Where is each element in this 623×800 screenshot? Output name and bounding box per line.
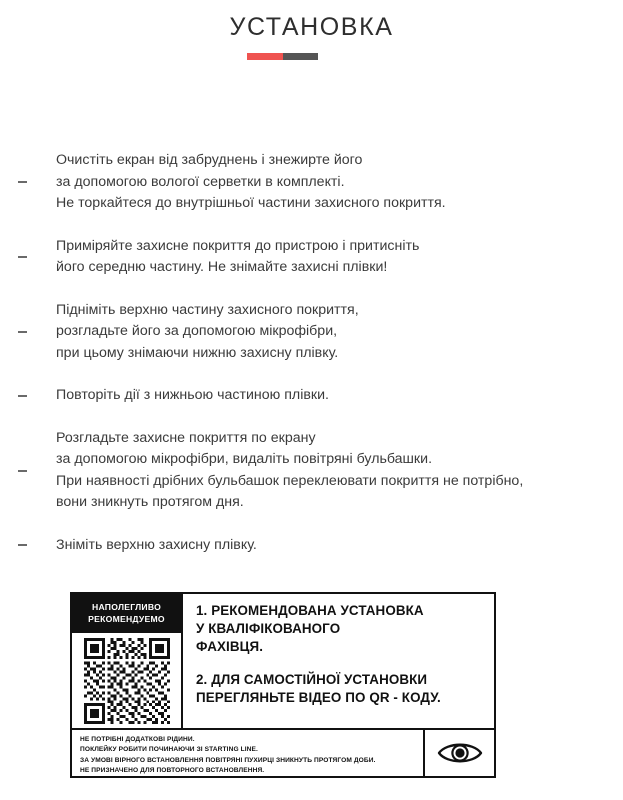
step-text-line: Повторіть дії з нижньою частиною плівки. xyxy=(56,387,329,403)
step-text-line: при цьому знімаючи нижню захисну плівку. xyxy=(56,344,339,361)
instruction-step xyxy=(0,300,623,365)
fineprint-line: ПОКЛЕЙКУ РОБИТИ ПОЧИНАЮЧИ ЗІ STARTING LINE. xyxy=(80,746,258,754)
instruction-step xyxy=(0,150,623,215)
step-text-line: Приміряйте захисне покриття до пристрою і притисніть xyxy=(56,237,420,254)
strongly-recommend-badge xyxy=(72,594,181,633)
badge-line-2: РЕКОМЕНДУЕМО xyxy=(88,614,165,624)
card-right-column xyxy=(183,594,494,728)
step-text-line: Розгладьте захисне покриття по екрану xyxy=(56,429,316,446)
step-text-line: за допомогою мікрофібри, видаліть повітряні бульбашки. xyxy=(56,451,433,467)
card-item-line: 2. ДЛЯ САМОСТІЙНОЇ УСТАНОВКИ xyxy=(196,672,428,687)
page-title: УСТАНОВКА xyxy=(229,13,394,41)
step-text-block xyxy=(56,535,261,557)
instruction-step xyxy=(0,535,623,557)
step-text-block xyxy=(56,385,333,407)
step-text-block xyxy=(56,236,423,279)
card-item-line: У КВАЛІФІКОВАНОГО xyxy=(196,621,341,636)
step-bullet-dash xyxy=(18,181,27,183)
card-left-column xyxy=(72,594,183,728)
step-text-line: вони зникнуть протягом дня. xyxy=(56,494,244,510)
card-item-line: ФАХІВЦЯ. xyxy=(196,639,264,654)
instruction-step xyxy=(0,428,623,514)
step-bullet-dash xyxy=(18,544,27,546)
fineprint-block xyxy=(72,730,423,776)
step-text-line: При наявності дрібних бульбашок переклеювати покриття не потрібно, xyxy=(56,472,524,489)
step-text-line: його середню частину. Не знімайте захисні плівки! xyxy=(56,259,388,275)
card-numbered-item xyxy=(196,602,494,656)
qr-code[interactable] xyxy=(72,633,181,728)
step-text-line: Підніміть верхню частину захисного покриття, xyxy=(56,301,359,318)
step-bullet-dash xyxy=(18,331,27,333)
fineprint-line: НЕ ПРИЗНАЧЕНО ДЛЯ ПОВТОРНОГО ВСТАНОВЛЕННЯ. xyxy=(80,766,265,774)
step-bullet-dash xyxy=(18,256,27,258)
fineprint-line: ЗА УМОВІ ВІРНОГО ВСТАНОВЛЕННЯ ПОВІТРЯНІ ПУХИРЦІ ЗНИКНУТЬ ПРОТЯГОМ ДОБИ. xyxy=(80,756,376,764)
step-text-block xyxy=(56,428,527,514)
card-top-section xyxy=(72,594,494,730)
recommendation-card xyxy=(70,592,496,778)
step-text-line: Не торкайтеся до внутрішньої частини захисного покриття. xyxy=(56,195,446,211)
fineprint-line: НЕ ПОТРІБНІ ДОДАТКОВІ РІДИНИ. xyxy=(80,736,195,744)
card-bottom-section xyxy=(72,730,494,776)
step-text-line: Зніміть верхню захисну плівку. xyxy=(56,536,257,553)
eye-icon-cell xyxy=(423,730,494,776)
instruction-step xyxy=(0,236,623,279)
divider-segment-red xyxy=(247,53,283,60)
step-text-block xyxy=(56,300,363,365)
divider-segment-gray xyxy=(283,53,319,60)
badge-line-1: НАПОЛЕГЛИВО xyxy=(92,602,161,612)
card-numbered-item xyxy=(196,671,494,707)
step-bullet-dash xyxy=(18,470,27,472)
title-divider xyxy=(247,53,318,60)
step-text-line: за допомогою вологої серветки в комплекті. xyxy=(56,173,345,190)
card-item-line: 1. РЕКОМЕНДОВАНА УСТАНОВКА xyxy=(196,603,424,618)
instruction-step xyxy=(0,385,623,407)
step-text-line: Очистіть екран від забруднень і знежирте його xyxy=(56,152,363,168)
card-item-line: ПЕРЕГЛЯНЬТЕ ВІДЕО ПО QR - КОДУ. xyxy=(196,690,441,705)
step-bullet-dash xyxy=(18,395,27,397)
step-text-block xyxy=(56,150,450,215)
eye-icon xyxy=(437,740,483,766)
step-text-line: розгладьте його за допомогою мікрофібри, xyxy=(56,323,338,339)
instruction-list xyxy=(0,150,623,577)
